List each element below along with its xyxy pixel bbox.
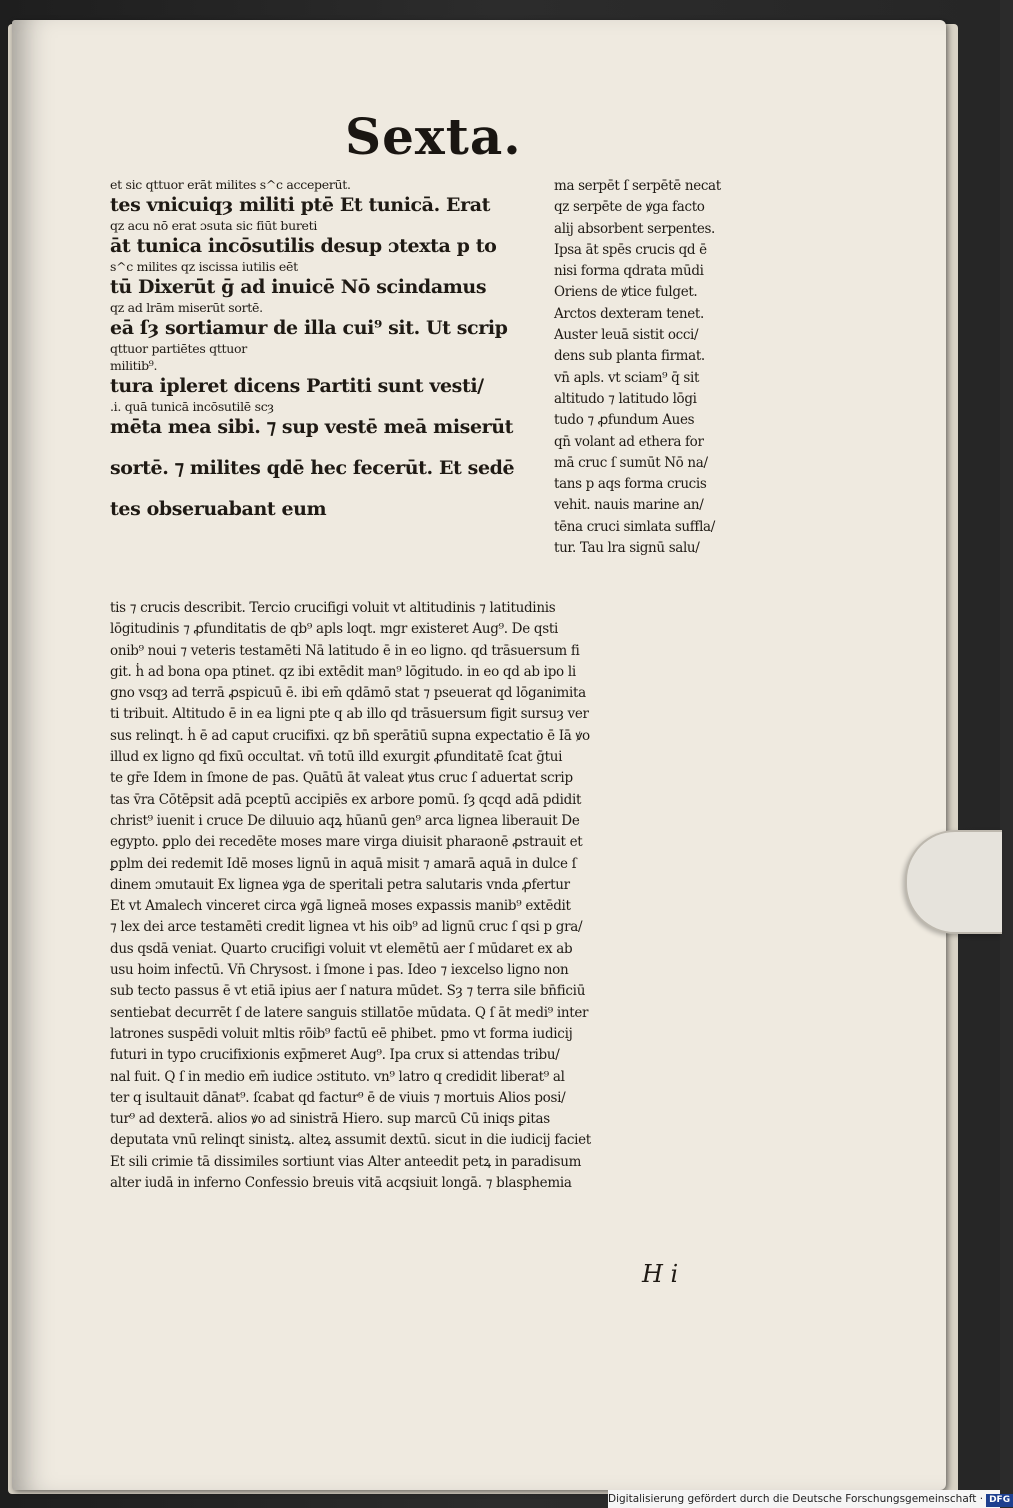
text-line: tes vnicuiqȝ militi ptē Et tunicā. Erat <box>110 194 491 216</box>
text-line: qttuor partiētes qttuor <box>110 341 247 356</box>
text-line: .i. quā tunicā incōsutilē scȝ <box>110 399 274 414</box>
text-line: futuri in typo crucifixionis exp̄meret Aug⁹. Ipa crux si attendas tribu/ <box>110 1047 560 1064</box>
text-line: qz ad lrām miserūt sortē. <box>110 300 263 315</box>
text-line: egypto. ꝑplo dei recedēte moses mare virga diuisit pharaonē ꝓstrauit et <box>110 834 583 851</box>
text-line: mā cruc ſ sumūt Nō na/ <box>554 454 708 471</box>
page-heading: Sexta. <box>345 107 522 166</box>
text-line: Oriens de ꝟtice fulget. <box>554 284 698 301</box>
text-line: tur⁹ ad dexterā. alios ꝟo ad sinistrā Hiero. sup marcū Cū iniqs ꝑitas <box>110 1111 550 1128</box>
text-line: sus relinqt. ḣ ē ad caput crucifixi. qz bn̄ sperātiū supna expectatio ē Iā ꝟo <box>110 727 590 744</box>
text-line: tans p aqs forma crucis <box>554 476 707 493</box>
text-line: tur. Tau lra signū salu/ <box>554 540 700 557</box>
text-line: te gr̄e Idem in ſmone de pas. Quātū āt valeat ꝟtus cruc ſ aduertat scrip <box>110 770 573 787</box>
text-line: Et sili crimie tā dissimiles sortiunt vias Alter anteedit petꝝ in paradisum <box>110 1153 582 1170</box>
full-width-text <box>110 598 790 1194</box>
text-line: ma serpēt ſ serpētē necat <box>554 178 721 194</box>
text-line: tēna cruci simlata suffla/ <box>554 518 715 535</box>
text-line: alter iudā in inferno Confessio breuis vitā acqsiuit longā. ⁊ blasphemia <box>110 1175 572 1192</box>
text-line: dens sub planta firmat. <box>554 348 705 365</box>
text-line: latrones suspēdi voluit mltis rōib⁹ factū eē phibet. pmo vt forma iudicij <box>110 1025 573 1042</box>
text-line <box>110 480 540 497</box>
text-line: altitudo ⁊ latitudo lōgi <box>554 390 697 407</box>
text-line: s^c milites qz iscissa iutilis eēt <box>110 259 298 274</box>
text-line: vehit. nauis marine an/ <box>554 497 704 514</box>
text-line: nal fuit. Q ſ in medio em̄ iudice ɔstituto. vn⁹ latro q credidit liberat⁹ al <box>110 1068 565 1085</box>
text-line: illud ex ligno qd fixū occultat. vn̄ totū illd exurgit ꝓfunditatē ſcat ḡtui <box>110 749 563 766</box>
text-line: et sic qttuor erāt milites s^c acceperūt. <box>110 177 351 192</box>
left-column <box>110 176 540 521</box>
text-line: tas v̄ra Cōtēpsit adā pceptū accipiēs ex arbore pomū. ſȝ qcqd adā pdidit <box>110 791 582 808</box>
text-line: sortē. ⁊ milites qdē hec fecerūt. Et sedē <box>110 457 515 479</box>
text-line: mēta mea sibi. ⁊ sup vestē meā miserūt <box>110 416 514 438</box>
text-line: lōgitudinis ⁊ ꝓfunditatis de qb⁹ apls loqt. mgr existeret Aug⁹. De qsti <box>110 621 558 638</box>
text-line: tū Dixerūt ḡ ad inuicē Nō scindamus <box>110 276 487 298</box>
text-line: gno vsqȝ ad terrā ꝓspicuū ē. ibi em̄ qdāmō stat ⁊ pseuerat qd lōganimita <box>110 685 586 702</box>
text-line: ꝑplm dei redemit Idē moses lignū in aquā misit ⁊ amarā aquā in dulce ſ <box>110 855 577 872</box>
text-line: sub tecto passus ē vt etiā ipius aer ſ natura mūdet. Sȝ ⁊ terra sile bn̄ficiū <box>110 983 586 1000</box>
footer-text: Digitalisierung gefördert durch die Deutsche Forschungsgemeinschaft <box>608 1493 977 1505</box>
text-line <box>110 439 540 456</box>
text-line: git. ḣ ad bona opa ptinet. qz ibi extēdit man⁹ lōgitudo. in eo qd ab ipo li <box>110 663 576 680</box>
right-column <box>554 176 790 559</box>
text-line: dinem ɔmutauit Ex lignea ꝟga de speritali petra salutaris vnda ꝓfertur <box>110 876 570 893</box>
text-line: qz acu nō erat ɔsuta sic fiūt bureti <box>110 218 318 233</box>
text-line: Auster leuā sistit occi/ <box>554 327 699 344</box>
text-line: usu hoim infectū. Vn̄ Chrysost. i ſmone i pas. Ideo ⁊ iexcelso ligno non <box>110 962 569 979</box>
text-line: vn̄ apls. vt sciam⁹ q̄ sit <box>554 369 700 386</box>
text-line: sentiebat decurrēt ſ de latere sanguis stillatōe mūdata. Q ſ āt medi⁹ inter <box>110 1004 589 1021</box>
page-clip <box>905 830 1002 934</box>
text-line: onib⁹ noui ⁊ veteris testamēti Nā latitudo ē in eo ligno. qd trāsuersum fi <box>110 642 580 659</box>
text-line: āt tunica incōsutilis desup ɔtexta p to <box>110 235 497 257</box>
text-line: ti tribuit. Altitudo ē in ea ligni pte q ab illo qd trāsuersum figit sursuȝ ver <box>110 706 589 723</box>
text-line: tura ipleret dicens Partiti sunt vesti/ <box>110 375 484 397</box>
text-line: alij absorbent serpentes. <box>554 220 715 237</box>
text-line: tes obseruabant eum <box>110 498 327 520</box>
text-line: tis ⁊ crucis describit. Tercio crucifigi voluit vt altitudinis ⁊ latitudinis <box>110 600 556 616</box>
text-line: nisi forma qdrata mūdi <box>554 263 704 280</box>
dfg-logo: DFG <box>986 1494 1013 1507</box>
text-line: qz serpēte de ꝟga facto <box>554 199 705 216</box>
text-line: Ipsa āt spēs crucis qd ē <box>554 241 707 258</box>
text-line: ter q isultauit dānat⁹. ſcabat qd factur⁹ ē de viuis ⁊ mortuis Alios posi/ <box>110 1089 566 1106</box>
text-line: tudo ⁊ ꝓfundum Aues <box>554 412 695 429</box>
text-line: qn̄ volant ad ethera for <box>554 433 704 450</box>
footer-bar: Digitalisierung gefördert durch die Deutsche Forschungsgemeinschaft · DFG <box>608 1490 1000 1508</box>
text-line: eā ſȝ sortiamur de illa cui⁹ sit. Ut scrip <box>110 317 508 339</box>
text-line: Et vt Amalech vinceret circa ꝟgā ligneā moses expassis manib⁹ extēdit <box>110 898 571 915</box>
text-line: deputata vnū relinqt sinistꝝ. alteꝝ assumit dextū. sicut in die iudicij faciet <box>110 1132 591 1149</box>
text-line: ⁊ lex dei arce testamēti credit lignea vt his oib⁹ ad lignū cruc ſ qsi p gra/ <box>110 919 583 936</box>
signature-mark: H i <box>642 1260 679 1288</box>
text-line: Arctos dexteram tenet. <box>554 305 704 322</box>
text-line: dus qsdā veniat. Quarto crucifigi voluit vt elemētū aer ſ mūdaret ex ab <box>110 940 573 957</box>
text-line: christ⁹ iuenit i cruce De diluuio aqꝝ hūanū gen⁹ arca lignea liberauit De <box>110 812 580 829</box>
text-line: militib⁹. <box>110 358 158 373</box>
